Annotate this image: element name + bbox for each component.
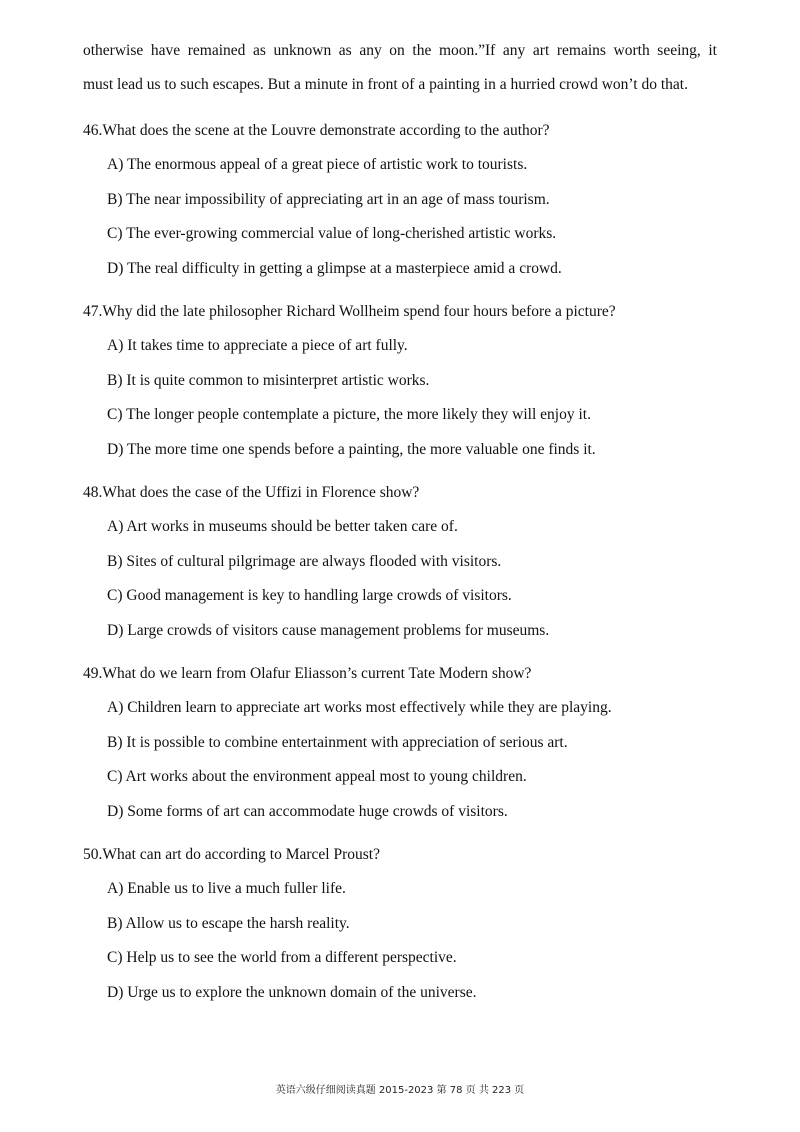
option-b: B) It is possible to combine entertainment with appreciation of serious art. — [107, 733, 568, 751]
question-48 — [83, 476, 743, 649]
question-stem: 48.What does the case of the Uffizi in Florence show? — [83, 484, 420, 501]
option-d: D) The real difficulty in getting a glimpse at a masterpiece amid a crowd. — [107, 260, 562, 278]
question-stem: 50.What can art do according to Marcel Proust? — [83, 846, 380, 863]
question-47 — [83, 295, 743, 468]
option-a: A) Enable us to live a much fuller life. — [107, 880, 346, 897]
option-b: B) Allow us to escape the harsh reality. — [107, 914, 350, 932]
option-d: D) Large crowds of visitors cause management problems for museums. — [107, 622, 550, 640]
question-46 — [83, 114, 743, 287]
option-c: C) The ever-growing commercial value of long-cherished artistic works. — [107, 225, 557, 243]
option-c: C) Help us to see the world from a different perspective. — [107, 949, 457, 967]
option-c: C) Good management is key to handling large crowds of visitors. — [107, 587, 512, 605]
option-d: D) Urge us to explore the unknown domain of the universe. — [107, 984, 477, 1002]
page-footer: 英语六级仔细阅读真题 2015-2023 第 78 页 共 223 页 — [275, 1085, 525, 1096]
option-d: D) Some forms of art can accommodate huge crowds of visitors. — [107, 803, 508, 821]
passage-excerpt — [83, 34, 717, 102]
option-a: A) Children learn to appreciate art works most effectively while they are playing. — [107, 699, 612, 716]
question-49 — [83, 657, 743, 830]
option-c: C) The longer people contemplate a picture, the more likely they will enjoy it. — [107, 406, 591, 424]
option-a: A) Art works in museums should be better taken care of. — [107, 518, 458, 535]
option-b: B) It is quite common to misinterpret artistic works. — [107, 371, 430, 389]
passage-line: must lead us to such escapes. But a minute in front of a painting in a hurried crowd won’t do that. — [83, 76, 688, 93]
question-50 — [83, 838, 743, 1011]
option-a: A) It takes time to appreciate a piece of art fully. — [107, 337, 408, 354]
question-stem: 47.Why did the late philosopher Richard Wollheim spend four hours before a picture? — [83, 303, 616, 320]
question-stem: 49.What do we learn from Olafur Eliasson’s current Tate Modern show? — [83, 665, 532, 682]
option-d: D) The more time one spends before a painting, the more valuable one finds it. — [107, 441, 596, 459]
option-b: B) The near impossibility of appreciating art in an age of mass tourism. — [107, 190, 550, 208]
option-c: C) Art works about the environment appeal most to young children. — [107, 768, 527, 786]
passage-line: otherwise have remained as unknown as any on the moon.”If any art remains worth seeing, it — [83, 42, 717, 59]
option-b: B) Sites of cultural pilgrimage are always flooded with visitors. — [107, 552, 502, 570]
option-a: A) The enormous appeal of a great piece of artistic work to tourists. — [107, 156, 528, 173]
question-stem: 46.What does the scene at the Louvre demonstrate according to the author? — [83, 122, 550, 139]
